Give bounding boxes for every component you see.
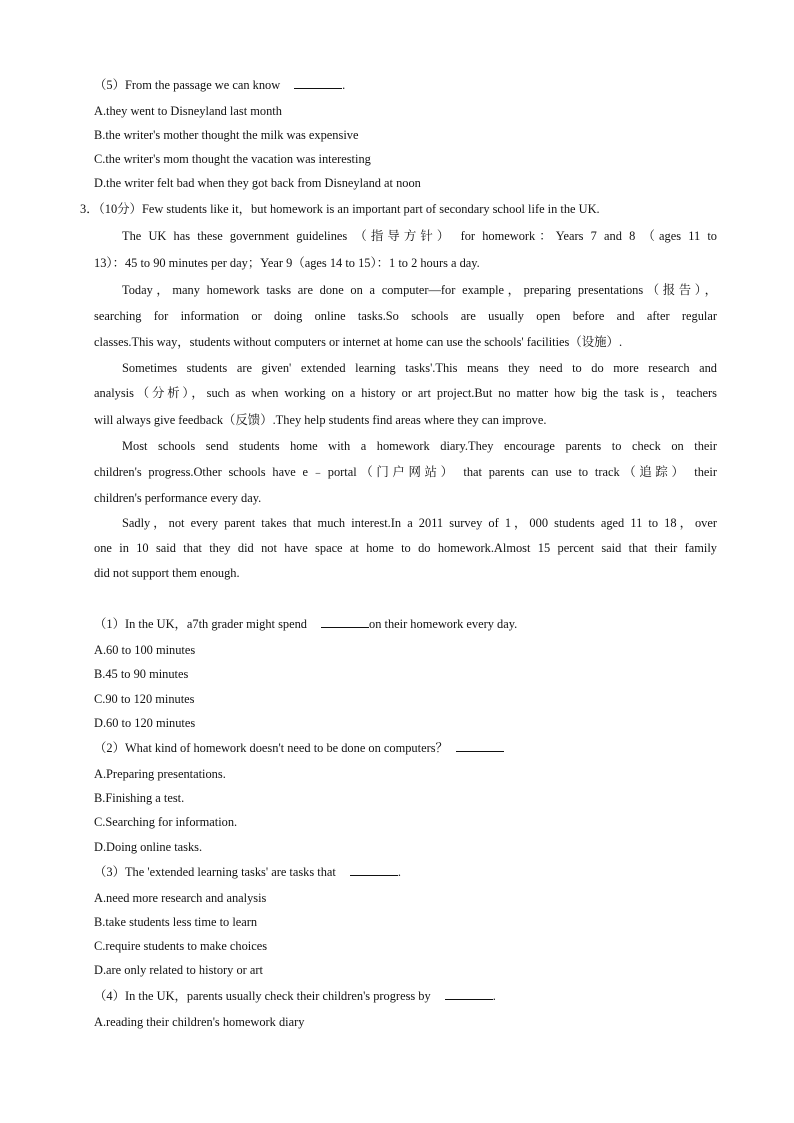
option-b: B.Finishing a test.: [94, 791, 185, 805]
answer-blank: [350, 864, 398, 876]
stem-text: （4）In the UK，parents usually check their children's progress by: [94, 989, 431, 1003]
option-b: B.the writer's mother thought the milk was expensive: [94, 128, 359, 142]
stem-text: （3）The 'extended learning tasks' are tasks that: [94, 865, 336, 879]
stem-text: （2）What kind of homework doesn't need to be done on computers？: [94, 741, 448, 755]
passage-line: did not support them enough.: [94, 566, 240, 580]
stem-end: .: [492, 989, 496, 1003]
stem-text: （1）In the UK，a7th grader might spend: [94, 617, 308, 631]
passage-line: children's performance every day.: [94, 491, 262, 505]
passage-line: Today，many homework tasks are done on a computer—for example，preparing presentations（报告），: [122, 283, 717, 297]
option-b: B.45 to 90 minutes: [94, 667, 189, 681]
question-stem: [94, 864, 401, 880]
option-a: A.they went to Disneyland last month: [94, 104, 282, 118]
passage-line: Most schools send students home with a homework diary.They encourage parents to check on their: [122, 439, 717, 453]
question-header: 3．（10分）Few students like it，but homework is an important part of secondary school life in the UK.: [80, 202, 600, 216]
stem-end: on their homework every day.: [369, 617, 518, 631]
answer-blank: [456, 740, 504, 752]
option-d: D.Doing online tasks.: [94, 840, 203, 854]
answer-blank: [294, 77, 342, 89]
option-a: A.Preparing presentations.: [94, 767, 226, 781]
question-stem: [94, 988, 496, 1004]
option-c: C.require students to make choices: [94, 939, 268, 953]
passage-line: 13）：45 to 90 minutes per day；Year 9（ages 14 to 15）：1 to 2 hours a day.: [94, 256, 480, 270]
passage-line: one in 10 said that they did not have space at home to do homework.Almost 15 percent said that their family: [94, 541, 717, 555]
question-stem: [94, 77, 345, 93]
stem-end: .: [342, 78, 346, 92]
option-d: D.60 to 120 minutes: [94, 716, 196, 730]
answer-blank: [321, 616, 369, 628]
option-c: C.90 to 120 minutes: [94, 692, 195, 706]
option-d: D.the writer felt bad when they got back from Disneyland at noon: [94, 176, 421, 190]
option-c: C.the writer's mom thought the vacation was interesting: [94, 152, 371, 166]
passage-line: children's progress.Other schools have e﹣portal（门户网站） that parents can use to track（追踪） their: [94, 465, 717, 479]
passage-line: The UK has these government guidelines （指导方针） for homework：Years 7 and 8 （ages 11 to: [122, 229, 717, 243]
passage-line: Sadly，not every parent takes that much interest.In a 2011 survey of 1，000 students aged 11 to 18，over: [122, 516, 717, 530]
stem-text: （5）From the passage we can know: [94, 78, 281, 92]
answer-blank: [445, 988, 493, 1000]
option-a: A.60 to 100 minutes: [94, 643, 196, 657]
passage-line: classes.This way，students without computers or internet at home can use the schools' facilities（设施）.: [94, 335, 623, 349]
stem-end: .: [397, 865, 401, 879]
option-c: C.Searching for information.: [94, 815, 238, 829]
passage-line: searching for information or doing online tasks.So schools are usually open before and after regular: [94, 309, 717, 323]
question-stem: [94, 616, 517, 632]
passage-line: Sometimes students are given' extended learning tasks'.This means they need to do more research and: [122, 361, 717, 375]
option-a: A.reading their children's homework diary: [94, 1015, 305, 1029]
option-d: D.are only related to history or art: [94, 963, 263, 977]
option-b: B.take students less time to learn: [94, 915, 258, 929]
question-stem: [94, 740, 504, 756]
option-a: A.need more research and analysis: [94, 891, 267, 905]
passage-line: analysis（分析），such as when working on a history or art project.But no matter how big the task is，teachers: [94, 386, 717, 400]
passage-line: will always give feedback（反馈）.They help students find areas where they can improve.: [94, 413, 547, 427]
